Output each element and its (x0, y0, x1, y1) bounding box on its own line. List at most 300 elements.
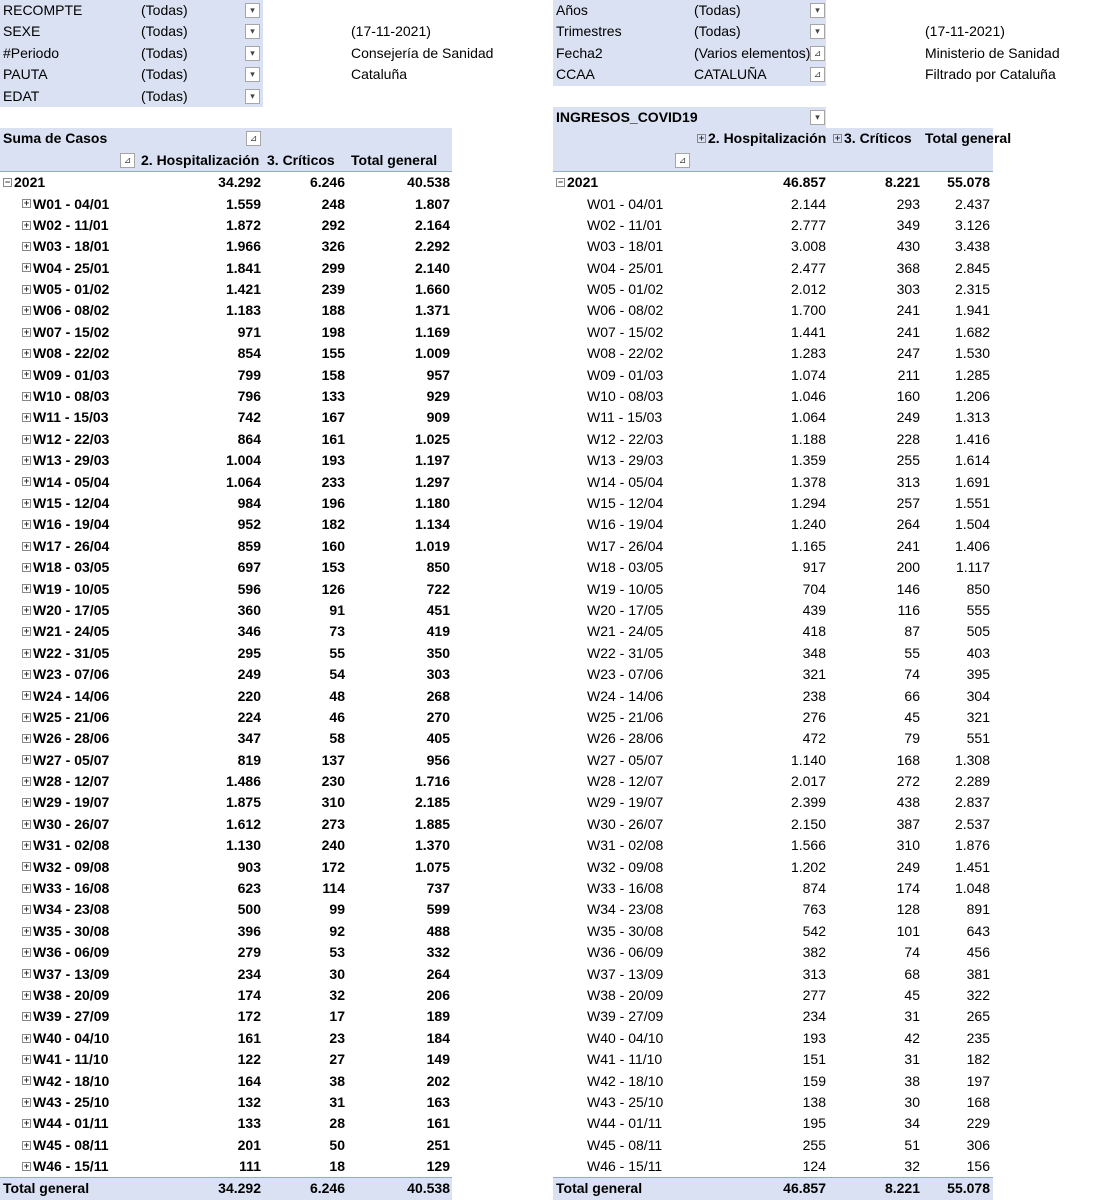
column-header-criticos[interactable]: 3. Críticos (844, 130, 912, 147)
total-value: 206 (426, 986, 450, 1003)
table-row[interactable] (0, 514, 452, 535)
total-value: 1.117 (956, 559, 990, 576)
table-row[interactable] (0, 215, 452, 236)
table-row[interactable] (0, 835, 452, 856)
total-value: 2.315 (954, 281, 990, 298)
table-row[interactable] (553, 472, 993, 493)
expand-icon[interactable]: + (23, 412, 30, 423)
table-row[interactable] (553, 1113, 993, 1134)
expand-icon[interactable]: + (23, 1053, 30, 1064)
left-year-row[interactable] (0, 171, 452, 193)
table-row[interactable] (553, 771, 993, 792)
hosp-value: 133 (237, 1115, 261, 1132)
hosp-value: 1.074 (790, 366, 826, 383)
week-cell (22, 750, 147, 771)
week-label: W46 - 15/11 (33, 1158, 109, 1175)
hosp-value: 1.612 (225, 815, 261, 832)
week-label: W42 - 18/10 (587, 1072, 664, 1089)
expand-icon[interactable]: + (834, 133, 841, 144)
hosp-value: 161 (237, 1029, 261, 1046)
total-value: 488 (426, 922, 450, 939)
source-note: Cataluña (351, 66, 408, 83)
crit-value: 48 (329, 687, 345, 704)
table-row[interactable] (0, 857, 452, 878)
filter-value[interactable]: CATALUÑA (692, 64, 826, 85)
table-row[interactable] (0, 236, 452, 257)
crit-value: 160 (896, 388, 920, 405)
hosp-value: 346 (237, 623, 261, 640)
dropdown-icon[interactable]: ▾ (810, 24, 825, 39)
expand-icon[interactable]: + (23, 390, 30, 401)
table-row[interactable] (0, 600, 452, 621)
week-label: W41 - 11/10 (33, 1051, 109, 1068)
hosp-value: 1.559 (225, 195, 261, 212)
week-cell (22, 899, 147, 920)
expand-icon[interactable]: + (23, 476, 30, 487)
expand-icon[interactable]: + (23, 775, 30, 786)
expand-icon[interactable]: + (23, 668, 30, 679)
week-label: W45 - 08/11 (33, 1136, 109, 1153)
hosp-value: 1.441 (790, 323, 826, 340)
table-row[interactable] (553, 365, 993, 386)
expand-icon[interactable]: + (23, 946, 30, 957)
table-row[interactable] (553, 964, 993, 985)
left-values-header-row (0, 128, 452, 149)
week-label: W07 - 15/02 (33, 323, 110, 340)
filter-row (0, 43, 494, 64)
week-cell (22, 514, 147, 535)
week-label: W37 - 13/09 (33, 965, 110, 982)
total-value: 909 (426, 409, 450, 426)
crit-value: 28 (329, 1115, 345, 1132)
table-row[interactable] (553, 300, 993, 321)
table-row[interactable] (0, 258, 452, 279)
expand-icon[interactable]: + (23, 583, 30, 594)
table-row[interactable] (553, 750, 993, 771)
hosp-value: 277 (802, 986, 826, 1003)
filter-label: Años (553, 0, 692, 21)
table-row[interactable] (553, 1006, 993, 1027)
table-row[interactable] (553, 450, 993, 471)
table-row[interactable] (553, 343, 993, 364)
week-cell (22, 194, 147, 215)
week-label: W10 - 08/03 (587, 388, 664, 405)
total-value: 1.416 (954, 430, 990, 447)
table-row[interactable] (553, 429, 993, 450)
expand-icon[interactable]: + (23, 241, 30, 252)
table-row[interactable] (553, 493, 993, 514)
hosp-value: 1.140 (790, 751, 826, 768)
expand-icon[interactable]: + (23, 1139, 30, 1150)
table-row[interactable] (0, 1113, 452, 1134)
year-crit: 8.221 (884, 174, 920, 191)
filter-value[interactable]: (Todas) (139, 21, 263, 42)
crit-value: 310 (896, 837, 920, 854)
dropdown-icon[interactable]: ▾ (810, 110, 825, 125)
total-value: 1.614 (954, 452, 990, 469)
collapse-icon[interactable]: − (557, 176, 564, 187)
filter-value[interactable]: (Todas) (139, 64, 263, 85)
total-value: 2.292 (414, 238, 450, 255)
expand-icon[interactable]: + (23, 604, 30, 615)
table-row[interactable] (0, 707, 452, 728)
column-header-hospitalizacion[interactable]: 2. Hospitalización (141, 151, 260, 168)
hosp-value: 1.046 (790, 388, 826, 405)
table-row[interactable] (553, 514, 993, 535)
table-row[interactable] (0, 985, 452, 1006)
column-header-hospitalizacion[interactable]: 2. Hospitalización (708, 130, 827, 147)
table-row[interactable] (0, 814, 452, 835)
crit-value: 228 (896, 430, 920, 447)
table-row[interactable] (0, 792, 452, 813)
expand-icon[interactable]: + (23, 797, 30, 808)
right-year-row[interactable] (553, 171, 993, 193)
expand-icon[interactable]: + (23, 690, 30, 701)
filter-value[interactable]: (Todas) (139, 0, 263, 21)
total-value: 1.660 (414, 281, 450, 298)
table-row[interactable] (0, 557, 452, 578)
table-row[interactable] (553, 707, 993, 728)
week-label: W36 - 06/09 (33, 944, 110, 961)
crit-value: 255 (896, 452, 920, 469)
table-row[interactable] (553, 792, 993, 813)
dropdown-icon[interactable]: ▾ (245, 3, 260, 18)
grand-total-label: Total general (3, 1180, 90, 1197)
table-row[interactable] (553, 686, 993, 707)
week-cell (22, 728, 147, 749)
expand-icon[interactable]: + (698, 133, 705, 144)
table-row[interactable] (553, 279, 993, 300)
week-cell (22, 707, 147, 728)
expand-icon[interactable]: + (23, 1075, 30, 1086)
filter-icon[interactable]: ⊿ (810, 67, 825, 82)
expand-icon[interactable]: + (23, 1032, 30, 1043)
crit-value: 46 (329, 708, 345, 725)
table-row[interactable] (553, 258, 993, 279)
expand-icon[interactable]: + (23, 754, 30, 765)
total-value: 405 (426, 730, 450, 747)
week-label: W03 - 18/01 (33, 238, 110, 255)
week-label: W19 - 10/05 (33, 580, 110, 597)
table-row[interactable] (553, 557, 993, 578)
right-filter-area (553, 0, 1060, 86)
week-label: W03 - 18/01 (587, 238, 664, 255)
expand-icon[interactable]: + (23, 198, 30, 209)
expand-icon[interactable]: + (23, 1096, 30, 1107)
expand-icon[interactable]: + (23, 305, 30, 316)
expand-icon[interactable]: + (23, 1160, 30, 1171)
table-row[interactable] (0, 964, 452, 985)
column-header-criticos[interactable]: 3. Críticos (267, 151, 335, 168)
table-row[interactable] (553, 407, 993, 428)
table-row[interactable] (553, 1028, 993, 1049)
week-label: W30 - 26/07 (33, 815, 110, 832)
table-row[interactable] (0, 1006, 452, 1027)
week-cell (22, 472, 147, 493)
filter-label: SEXE (0, 21, 139, 42)
expand-icon[interactable]: + (23, 733, 30, 744)
crit-value: 196 (321, 494, 345, 511)
week-label: W06 - 08/02 (33, 302, 110, 319)
filter-value[interactable]: (Todas) (692, 21, 826, 42)
table-row[interactable] (0, 579, 452, 600)
filter-label: PAUTA (0, 64, 139, 85)
table-row[interactable] (553, 878, 993, 899)
filter-value[interactable]: (Todas) (139, 86, 263, 107)
table-row[interactable] (553, 942, 993, 963)
table-row[interactable] (0, 407, 452, 428)
week-label: W20 - 17/05 (587, 601, 664, 618)
crit-value: 66 (904, 687, 920, 704)
expand-icon[interactable]: + (23, 647, 30, 658)
table-row[interactable] (553, 386, 993, 407)
table-row[interactable] (553, 643, 993, 664)
filter-value[interactable]: (Todas) (139, 43, 263, 64)
week-label: W14 - 05/04 (587, 473, 664, 490)
expand-icon[interactable]: + (23, 219, 30, 230)
table-row[interactable] (553, 1092, 993, 1113)
expand-icon[interactable]: + (23, 519, 30, 530)
table-row[interactable] (0, 1049, 452, 1070)
total-value: 1.313 (954, 409, 990, 426)
week-cell (22, 621, 147, 642)
table-row[interactable] (0, 1156, 452, 1177)
week-label: W43 - 25/10 (33, 1093, 110, 1110)
table-row[interactable] (0, 878, 452, 899)
week-label: W27 - 05/07 (587, 751, 664, 768)
hosp-value: 1.240 (790, 516, 826, 533)
expand-icon[interactable]: + (23, 818, 30, 829)
expand-icon[interactable]: + (23, 626, 30, 637)
crit-value: 133 (321, 388, 345, 405)
column-filter-icon[interactable]: ⊿ (120, 153, 135, 168)
crit-value: 50 (329, 1136, 345, 1153)
crit-value: 45 (904, 986, 920, 1003)
right-column-header-row-2 (553, 150, 993, 171)
table-row[interactable] (0, 942, 452, 963)
week-label: W21 - 24/05 (587, 623, 664, 640)
right-grand-total-row (553, 1177, 993, 1199)
table-row[interactable] (0, 386, 452, 407)
expand-icon[interactable]: + (23, 925, 30, 936)
total-value: 1.009 (414, 345, 450, 362)
expand-icon[interactable]: + (23, 433, 30, 444)
total-value: 235 (966, 1029, 990, 1046)
filter-value[interactable]: (Varios elementos) (692, 43, 826, 64)
table-row[interactable] (0, 472, 452, 493)
table-row[interactable] (0, 429, 452, 450)
table-row[interactable] (0, 1071, 452, 1092)
table-row[interactable] (0, 279, 452, 300)
expand-icon[interactable]: + (23, 968, 30, 979)
week-cell (22, 557, 147, 578)
table-row[interactable] (553, 1071, 993, 1092)
crit-value: 257 (896, 494, 920, 511)
table-row[interactable] (0, 771, 452, 792)
hosp-value: 859 (237, 537, 261, 554)
crit-value: 241 (896, 302, 920, 319)
hosp-value: 500 (237, 901, 261, 918)
expand-icon[interactable]: + (23, 882, 30, 893)
expand-icon[interactable]: + (23, 1011, 30, 1022)
total-value: 395 (966, 666, 990, 683)
hosp-value: 1.566 (790, 837, 826, 854)
table-row[interactable] (0, 750, 452, 771)
row-filter-icon[interactable]: ⊿ (675, 153, 690, 168)
expand-icon[interactable]: + (23, 989, 30, 1000)
dropdown-icon[interactable]: ▾ (810, 3, 825, 18)
table-row[interactable] (0, 536, 452, 557)
filter-value[interactable]: (Todas) (692, 0, 826, 21)
week-cell (22, 1049, 147, 1070)
hosp-value: 697 (237, 559, 261, 576)
table-row[interactable] (0, 921, 452, 942)
expand-icon[interactable]: + (23, 262, 30, 273)
table-row[interactable] (0, 664, 452, 685)
hosp-value: 1.421 (225, 281, 261, 298)
total-value: 1.716 (414, 773, 450, 790)
table-row[interactable] (0, 899, 452, 920)
expand-icon[interactable]: + (23, 840, 30, 851)
filter-label: #Periodo (0, 43, 139, 64)
source-note: (17-11-2021) (351, 23, 431, 40)
crit-value: 368 (896, 259, 920, 276)
week-label: W45 - 08/11 (587, 1136, 663, 1153)
total-value: 264 (426, 965, 450, 982)
left-grand-total-row (0, 1177, 452, 1199)
table-row[interactable] (553, 728, 993, 749)
table-row[interactable] (553, 814, 993, 835)
table-row[interactable] (553, 899, 993, 920)
crit-value: 240 (321, 837, 345, 854)
table-row[interactable] (553, 579, 993, 600)
week-label: W38 - 20/09 (33, 986, 110, 1003)
table-row[interactable] (0, 621, 452, 642)
hosp-value: 742 (237, 409, 261, 426)
table-row[interactable] (553, 1135, 993, 1156)
filter-icon[interactable]: ⊿ (810, 46, 825, 61)
dropdown-icon[interactable]: ▾ (245, 46, 260, 61)
hosp-value: 439 (802, 601, 826, 618)
table-row[interactable] (0, 686, 452, 707)
table-row[interactable] (553, 536, 993, 557)
expand-icon[interactable]: + (23, 711, 30, 722)
year-total: 55.078 (947, 174, 990, 191)
hosp-value: 763 (802, 901, 826, 918)
left-data-rows (0, 194, 452, 1178)
crit-value: 233 (321, 473, 345, 490)
table-row[interactable] (553, 835, 993, 856)
column-header-total[interactable]: Total general (925, 130, 1012, 147)
expand-icon[interactable]: + (23, 283, 30, 294)
table-row[interactable] (0, 728, 452, 749)
expand-icon[interactable]: + (23, 326, 30, 337)
filter-icon[interactable]: ⊿ (246, 131, 261, 146)
expand-icon[interactable]: + (23, 904, 30, 915)
crit-value: 326 (321, 238, 345, 255)
header-background (553, 150, 993, 171)
hosp-value: 234 (237, 965, 261, 982)
crit-value: 74 (904, 666, 920, 683)
expand-icon[interactable]: + (23, 455, 30, 465)
week-label: W32 - 09/08 (587, 858, 664, 875)
dropdown-icon[interactable]: ▾ (245, 89, 260, 104)
hosp-value: 2.012 (790, 281, 826, 298)
year-label-cell (556, 172, 686, 193)
hosp-value: 111 (239, 1158, 261, 1175)
total-value: 1.551 (954, 494, 990, 511)
expand-icon[interactable]: + (23, 369, 30, 380)
table-row[interactable] (0, 1135, 452, 1156)
table-row[interactable] (0, 343, 452, 364)
table-row[interactable] (0, 365, 452, 386)
table-row[interactable] (553, 621, 993, 642)
hosp-value: 159 (802, 1072, 826, 1089)
crit-value: 68 (904, 965, 920, 982)
hosp-value: 1.188 (790, 430, 826, 447)
crit-value: 168 (896, 751, 920, 768)
crit-value: 239 (321, 281, 345, 298)
hosp-value: 1.700 (790, 302, 826, 319)
table-row[interactable] (0, 643, 452, 664)
column-header-total[interactable]: Total general (351, 151, 438, 168)
expand-icon[interactable]: + (23, 1118, 30, 1129)
expand-icon[interactable]: + (23, 561, 30, 572)
source-note (349, 0, 539, 21)
hosp-value: 819 (237, 751, 261, 768)
expand-icon[interactable]: + (23, 497, 30, 508)
table-row[interactable] (0, 194, 452, 215)
column-header-cell (833, 128, 923, 149)
table-row[interactable] (553, 215, 993, 236)
table-row[interactable] (0, 300, 452, 321)
right-values-header: INGRESOS_COVID19 (553, 107, 826, 128)
table-row[interactable] (553, 985, 993, 1006)
crit-value: 198 (321, 323, 345, 340)
dropdown-icon[interactable]: ▾ (245, 67, 260, 82)
table-row[interactable] (553, 664, 993, 685)
collapse-icon[interactable]: − (4, 176, 11, 187)
expand-icon[interactable]: + (23, 861, 30, 872)
hosp-value: 854 (237, 345, 261, 362)
table-row[interactable] (553, 1049, 993, 1070)
table-row[interactable] (0, 450, 452, 471)
table-row[interactable] (553, 857, 993, 878)
table-row[interactable] (553, 921, 993, 942)
hosp-value: 172 (237, 1008, 261, 1025)
table-row[interactable] (0, 1092, 452, 1113)
expand-icon[interactable]: + (23, 348, 30, 359)
crit-value: 438 (896, 794, 920, 811)
table-row[interactable] (0, 493, 452, 514)
crit-value: 101 (896, 922, 920, 939)
dropdown-icon[interactable]: ▾ (245, 24, 260, 39)
table-row[interactable] (553, 1156, 993, 1177)
table-row[interactable] (553, 600, 993, 621)
hosp-value: 174 (237, 986, 261, 1003)
table-row[interactable] (0, 322, 452, 343)
expand-icon[interactable]: + (23, 540, 30, 551)
filter-row (0, 86, 452, 107)
table-row[interactable] (553, 322, 993, 343)
table-row[interactable] (553, 194, 993, 215)
table-row[interactable] (553, 236, 993, 257)
week-cell (22, 450, 147, 471)
week-cell (22, 322, 147, 343)
total-value: 202 (426, 1072, 450, 1089)
hosp-value: 2.017 (790, 773, 826, 790)
table-row[interactable] (0, 1028, 452, 1049)
